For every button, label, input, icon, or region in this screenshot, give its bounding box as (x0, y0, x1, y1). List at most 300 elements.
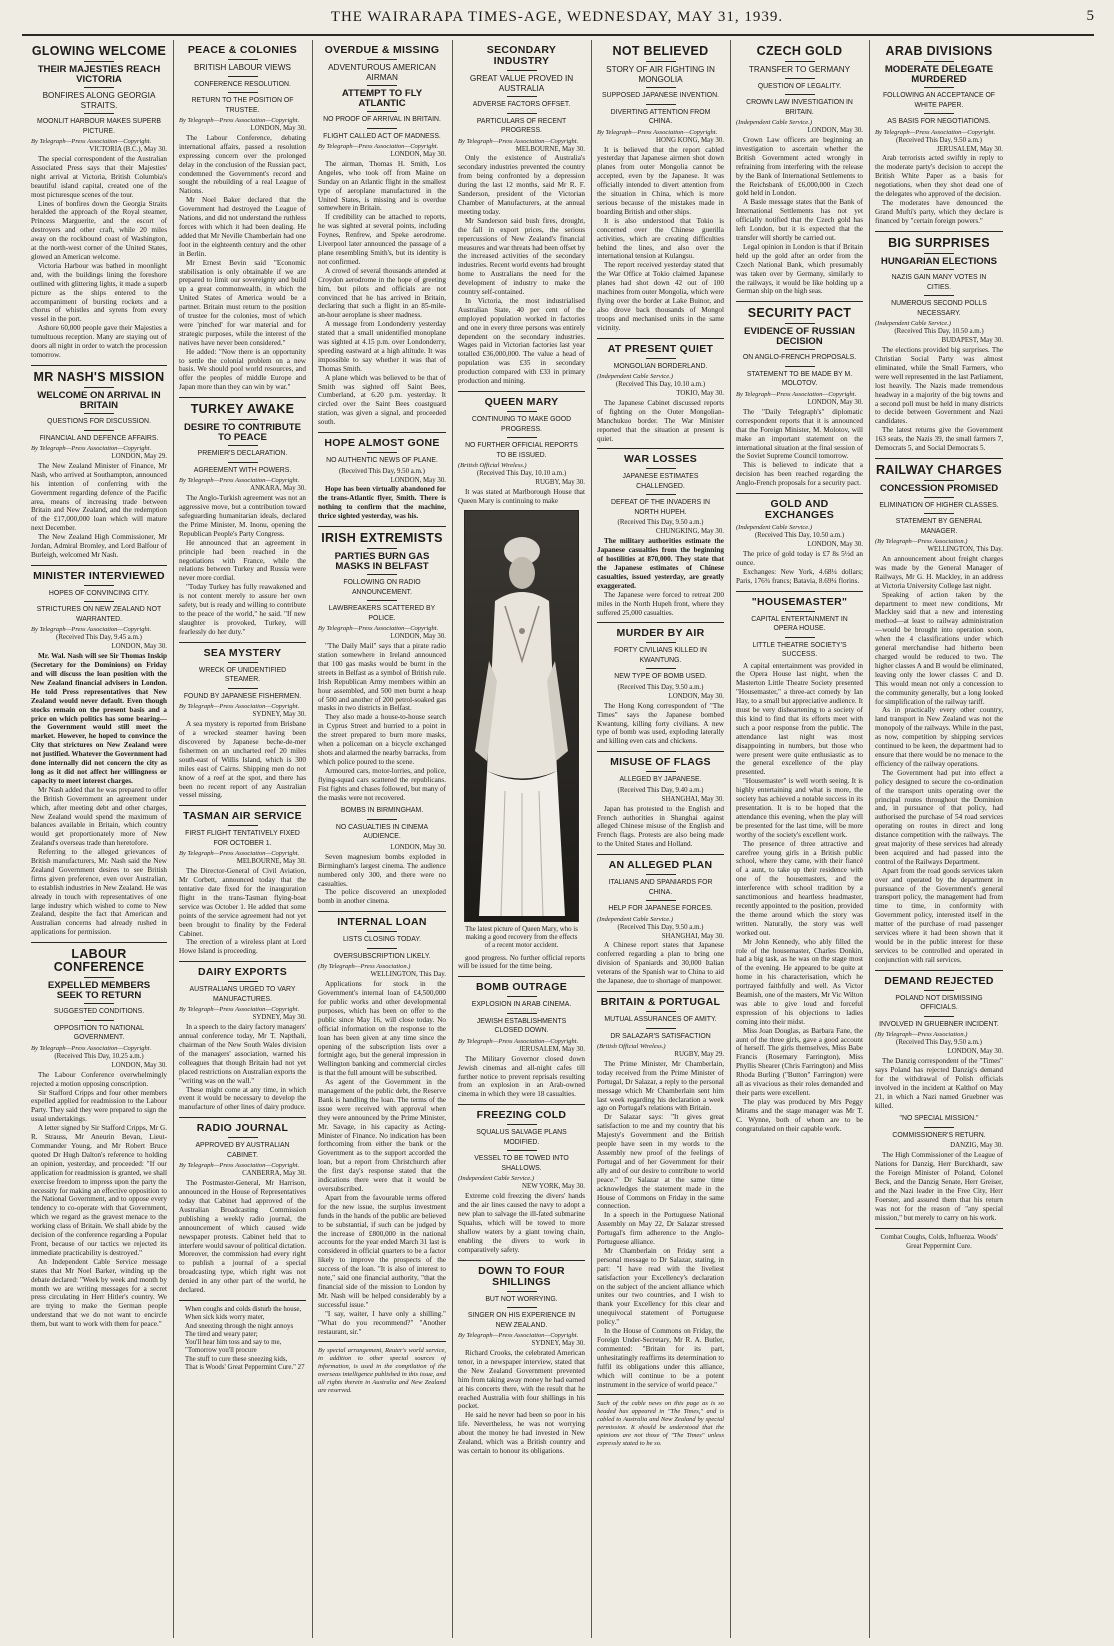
article-subhead: ADVENTUROUS AMERICAN AIRMAN (328, 63, 436, 82)
article-subhead: AS BASIS FOR NEGOTIATIONS. (887, 118, 991, 126)
article-headline: BIG SURPRISES (888, 235, 990, 250)
article-subhead: GREAT VALUE PROVED IN AUSTRALIA (469, 74, 574, 93)
paragraph: Applications for stock in the Government's internal loan of £4,500,000 for public works and other developmental purposes, which has been on offer to the public since May 16, will close today. No official information on the response to the loan has been given at any time since the opening of the subscription lists over a fortnight ago, but the general impression in Wellington banking and commercial circles is that the full amount will be subscribed. (318, 980, 446, 1078)
section-rule (318, 526, 446, 527)
article-headline: PEACE & COLONIES (187, 44, 298, 56)
article-britain-portugal (597, 997, 724, 1448)
article-dateline: HONG KONG, May 30. (656, 136, 724, 144)
divider (646, 874, 676, 875)
divider (507, 70, 537, 71)
article-byline: By Telegraph—Press Association—Copyright. (597, 128, 718, 136)
article-body (458, 1192, 585, 1254)
paragraph: The Military Governor closed down Jewish cinemas and all-night cafes till further notice to prevent reprisals resulting from an explosion in an Arab-owned cinema in which they were 18 casualties. (458, 1054, 585, 1099)
article-subhead: QUESTIONS FOR DISCUSSION. (47, 418, 151, 425)
paragraph: A crowd of several thousands attended at Croydon aerodrome in the hope of greeting him, but pilots and officials are not convinced that he has arrived in Britain, declaring that such a flight in an 85-mile-an-hour aeroplane is sheer madness. (318, 266, 446, 320)
divider (646, 494, 676, 495)
divider (785, 366, 815, 367)
paragraph: Ashore 60,000 people gave their Majesties a tumultuous reception. Many are staying out of doors all night in order to watch the procession tomorrow. (31, 324, 167, 359)
article-subhead: NO AUTHENTIC NEWS OF PLANE. (326, 457, 438, 465)
article-headline: RAILWAY CHARGES (875, 463, 1003, 477)
article-headline: BOMB OUTRAGE (475, 981, 568, 994)
article-body (318, 853, 446, 906)
article-body (736, 408, 863, 488)
advertisement-peppermint-cure: Combat Coughs, Colds, Influenza. Woods' Great Peppermint Cure. (880, 1233, 998, 1250)
paragraph: They also made a house-to-house search in Cyprus Street and hurried to a point in the street prepared to burn more masks, when a policeman on a bicycle exchanged shots and alarmed the nearby barracks, from which police poured to the scene. (318, 713, 446, 766)
section-rule (597, 1394, 724, 1395)
article-dateline: LONDON, May 30. (111, 1061, 167, 1069)
article-irish-extremists (318, 532, 446, 802)
article-dateline: MELBOURNE, May 30. (515, 145, 585, 153)
paragraph: Arab terrorists acted swiftly in reply to the moderate party's decision to accept the British White Paper as a basis for negotiations, when they shot dead one of the delegates who approved of the decision. (875, 154, 1003, 199)
copyright-note: By special arrangement, Reuter's world service, in addition to other special sources of information, is used in the compilation of the overseas intelligence published in this issue, and all rights therein in Australia and New Zealand are reserved. (318, 1347, 446, 1395)
divider (84, 113, 114, 114)
article-subhead: DIVERTING ATTENTION FROM CHINA. (610, 108, 711, 126)
article-subhead: LITTLE THEATRE SOCIETY'S SUCCESS. (752, 641, 847, 659)
article-headline: HOPE ALMOST GONE (324, 437, 440, 450)
article-subhead: ADVERSE FACTORS OFFSET. (472, 101, 571, 109)
paragraph: A capital entertainment was provided in the Opera House last night, when the Masterton Little Theatre Society presented "Housemaster," a three-act comedy by Ian Hay, to a small but appreciative audience. It must be very disheartening to a society of this kind to find that its efforts meet with such a poor response from the public. The attendance last night was most disappointing in numbers, but those who were present were quite enthusiastic as to the general excellence of the play presented. (736, 661, 863, 777)
article-body (31, 1071, 167, 1329)
article-bomb-outrage (458, 982, 585, 1099)
article-body (736, 550, 863, 586)
article-body (597, 146, 724, 333)
article-headline: AN ALLEGED PLAN (608, 859, 713, 872)
paragraph: Speaking of action taken by the department to meet new conditions, Mr Mackley said that a new and interesting method—at least to railway administration—would be brought into operation soon, when the 4 classifications under which general merchandise had hitherto been charged would be reduced to two. The higher classes A and B would be eliminated, leaving only the lower classes C and D. This would mean not only a concession to the community generally, but a long looked for simplification of the railway tariff. (875, 590, 1003, 706)
divider (924, 480, 954, 481)
article-body-continued (458, 954, 585, 972)
paragraph: The police discovered an unexploded bomb in another cinema. (318, 888, 446, 906)
divider (367, 948, 397, 949)
section-rule (318, 432, 446, 433)
divider (507, 113, 537, 114)
divider (228, 445, 258, 446)
divider (646, 358, 676, 359)
article-byline: (Independent Cable Service.) (597, 915, 673, 923)
divider (646, 668, 676, 669)
paragraph: The Postmaster-General, Mr Harrison, announced in the House of Representatives today that Cabinet had approved of the Australian Broadcasting Commission publishing a weekly radio journal, the announcement of which caused wide newspaper protests. Cabinet held that to interfere would savour of political dictation. Moreover, the commission had every right to publish a journal of a special broadcasting type, which right was not denied in any other part of the world, he declared. (179, 1179, 306, 1295)
article-subhead: TRANSFER TO GERMANY (748, 65, 851, 75)
article-dateline: CHUNGKING, May 30. (655, 528, 724, 536)
divider (924, 61, 954, 62)
divider (785, 637, 815, 638)
article-subhead: STATEMENT BY GENERAL MANAGER. (895, 518, 983, 535)
paragraph: He said he never had been so poor in his life. Nevertheless, he was not worrying about the money he had invested in New Zealand, which was a British country and was certain to honour its obligations. (458, 1411, 585, 1455)
article-subhead: NO CASUALTIES IN CINEMA AUDIENCE. (335, 823, 429, 841)
article-body (875, 555, 1003, 965)
article-sea-mystery (179, 648, 306, 801)
paragraph: A letter signed by Sir Stafford Cripps, Mr G. R. Strauss, Mr Aneurin Bevan, Lieut-Commander Young, and Mr Robert Bruce quoted Dr Hugh Dalton's reference to holding an opinion, yesterday, and proceeded: "If our application for readmission is granted, we shall exercise freedom to impress upon the party the necessity for making an effective opposition to the National Government, and to oppose every tendency to co-operate with that Government, which we regard as the gravest menace to the working class of Britain. We shall abide by the decision of the conference regarding a Popular Front, because of our tactics we rejected its immediate practicability is destroyed." (31, 1124, 167, 1257)
article-an-alleged-plan (597, 860, 724, 986)
article-headline: FREEZING COLD (476, 1109, 567, 1122)
article-subhead: SUPPOSED JAPANESE INVENTION. (601, 92, 720, 100)
paragraph: This is believed to indicate that a decision has been reached regarding the Anglo-French proposals for a security pact. (736, 461, 863, 488)
article-subhead: LAWBREAKERS SCATTERED BY POLICE. (328, 605, 436, 622)
article-subhead: EXPELLED MEMBERS SEEK TO RETURN (47, 980, 151, 1001)
paragraph: The stuff to cure these sneezing kids, (185, 1355, 288, 1363)
article-byline: By Telegraph—Press Association—Copyright. (318, 625, 439, 633)
article-headline: ARAB DIVISIONS (885, 44, 993, 58)
article-czech-gold (736, 45, 863, 296)
paragraph: It was stated at Marlborough House that Queen Mary is continuing to make (458, 487, 585, 505)
divider (507, 1013, 537, 1014)
article-headline: GOLD AND EXCHANGES (764, 498, 835, 522)
section-rule (31, 365, 167, 366)
divider (367, 931, 397, 932)
article-subhead: NO PROOF OF ARRIVAL IN BRITAIN. (323, 116, 441, 124)
section-rule (179, 805, 306, 806)
paragraph: Victoria Harbour was bathed in moonlight and, with the buildings lining the foreshore outlined with glittering lights, it made a superb picture as the ships entered to the accompaniment of bursting rockets and a chorus of whistles and syrens from every vessel in the port. (31, 261, 167, 324)
divider (84, 61, 114, 62)
article-subhead: BRITISH LABOUR VIEWS (194, 63, 291, 73)
article-headline: OVERDUE & MISSING (324, 44, 440, 56)
divider (367, 85, 397, 86)
advertisement-verse (179, 1306, 306, 1372)
article-received: (Received This Day, 9.40 a.m.) (617, 786, 704, 794)
paragraph: The airman, Thomas H. Smith, Los Angeles, who took off from Maine on Sunday on an Atlantic flight in the smallest type of aeroplane manufactured in the United States, is missing and is overdue somewhere in Britain. (318, 159, 446, 213)
article-headline: DEMAND REJECTED (884, 974, 994, 987)
paragraph: When coughs and colds disturb the house, (185, 1305, 302, 1313)
paragraph: The Japanese were forced to retreat 200 miles in the North Hupeh front, where they suffered 25,000 casualties. (597, 590, 724, 617)
paragraph: Mr Noel Baker declared that the Government had destroyed the League of Nations, and did not understand the ruthless forces with which it had been dealing. He added that Mr Neville Chamberlain had one foot in the eighteenth century and the other in Berlin. (179, 196, 306, 258)
paragraph: A plane which was believed to be that of Smith was sighted off Saint Bees, Cumberland, at 6.20 p.m. yesterday. It circled over the Saint Bees coastguard station, was given a signal, and proceeded south. (318, 373, 446, 427)
section-rule (458, 976, 585, 977)
divider (507, 1150, 537, 1151)
paragraph: The report received yesterday stated that the War Office at Tokio claimed Japanese planes had shot down 42 out of 100 machines from outer Mongolia, which were flying over the border at Lake Buinor, and also drove back thousands of Mongol troops and mechanised units in the same vicinity. (597, 261, 724, 332)
article-secondary-industry (458, 45, 585, 386)
article-subhead: FINANCIAL AND DEFENCE AFFAIRS. (39, 434, 159, 442)
article-body (597, 591, 724, 618)
article-dateline: JERUSALEM, May 30. (518, 1045, 585, 1053)
paragraph: The tired and weary pater; (185, 1330, 258, 1338)
divider (507, 1307, 537, 1308)
divider (228, 419, 258, 420)
article-dateline: LONDON, May 29. (111, 453, 167, 460)
article-headline: QUEEN MARY (484, 396, 559, 408)
article-headline: DAIRY EXPORTS (197, 966, 288, 979)
section-rule (875, 970, 1003, 971)
paragraph: The Labour Conference, debating international affairs, passed a resolution expressing concern over the prolonged delay in the conclusion of the Russian pact, condemned the Government's record and sought the rebuilding of a real League of Nations. (179, 133, 306, 196)
article-internal-loan (318, 917, 446, 1395)
paragraph: Extreme cold freezing the divers' hands and the air lines caused the navy to adopt a new plan to salvage the ill-fated submarine Squalus, which will be towed to more shallow waters by a giant towing chain, enabling the divers to work in comparatively safety. (458, 1192, 585, 1254)
article-murder-by-air (597, 628, 724, 746)
article-received: (Received This Day, 9.50 a.m.) (896, 1039, 982, 1047)
article-received: (Received This Day, 9.50 a.m.) (617, 683, 704, 691)
article-housemaster (736, 597, 863, 1134)
divider (367, 548, 397, 549)
article-byline: By Telegraph—Press Association—Copyright. (179, 117, 300, 125)
divider (646, 900, 676, 901)
divider (646, 771, 676, 772)
article-subhead: WELCOME ON ARRIVAL IN BRITAIN (37, 390, 161, 411)
article-subhead: EVIDENCE OF RUSSIAN DECISION (744, 326, 855, 347)
article-byline: (Independent Cable Service.) (736, 119, 812, 127)
divider (785, 349, 815, 350)
article-dateline: RUGBY, May 30. (535, 478, 585, 486)
paragraph: A Basle message states that the Bank of International Settlements has not yet officially notified that the Czech gold has left London, but it is expected that the transfer will shortly be carried out. (736, 198, 863, 242)
divider (228, 462, 258, 463)
paragraph: Mr Sanderson said bush fires, drought, the fall in export prices, the serious repercussions of New Zealand's financial measures and war threats had been offset by the increased activities of the secondary industries. Recent world events had brought home to Australians the need for the development of industry to make the country self-contained. (458, 216, 585, 297)
article-subhead: MODERATE DELEGATE MURDERED (884, 64, 994, 85)
article-subhead: AGREEMENT WITH POWERS. (193, 466, 292, 474)
divider (924, 497, 954, 498)
article-minister-interviewed (31, 571, 167, 937)
article-received: (Received This Day, 10.50 a.m.) (894, 328, 984, 336)
article-headline: SECONDARY INDUSTRY (486, 44, 557, 68)
paragraph: An announcement about freight charges was made by the General Manager of Railways, Mr G. H. Mackley, in an address at Victoria University College last night. (875, 555, 1003, 590)
paragraph: Apart from the favourable terms offered for the new issue, the surplus investment funds in the hands of the public are believed to be substantial, if such can be judged by the increase of £800,000 in the national accounts for the year ended March 31 last is considered in official quarters to be a factor likely to improve the prospects of the success of the loan. "It is also of interest to note," said one financial authority, "that the financial side of the mission to London by Mr. Nash will be helped considerably by a successful issue." (318, 1193, 446, 1309)
article-subhead: DR SALAZAR'S SATISFACTION (610, 1032, 711, 1040)
article-subhead: CONCESSION PROMISED (879, 483, 999, 495)
article-glowing-welcome (31, 45, 167, 360)
section-rule (318, 1341, 446, 1342)
paragraph: "The Daily Mail" says that a pirate radio station somewhere in Ireland announced that 100 gas masks would be burnt in the streets in Belfast as a symbol of British rule. Irish Republican Army members within an hour assembled, and 500 men burnt a heap of 500 and another of 200 petrol-soaked gas masks in two districts in Belfast. (318, 642, 446, 713)
divider (646, 1011, 676, 1012)
article-dateline: NEW YORK, May 30. (522, 1183, 585, 1191)
article-dateline: JERUSALEM, May 30. (936, 145, 1003, 153)
article-subhead: HELP FOR JAPANESE FORCES. (608, 905, 713, 913)
paragraph: You'll hear him toss and say to me, (185, 1339, 282, 1347)
queen-mary-photo (464, 510, 579, 922)
article-subhead: HOPES OF CONVINCING CITY. (48, 589, 150, 597)
article-dateline: LONDON, May 30. (668, 692, 724, 700)
paragraph: Exchanges: New York, 4.68¼ dollars; Paris, 176¾ francs; Batavia, 8.69¼ florins. (736, 567, 863, 585)
column-5 (597, 40, 724, 1640)
article-body (31, 155, 167, 360)
section-rule (179, 642, 306, 643)
paragraph: As agent of the Government in the management of the public debt, the Reserve Bank is handling the loan. The terms of the issue were received with approval when they were announced by the Prime Minister, Mr. Savage, in his capacity as Acting-Minister of Finance. No indication has been forthcoming from either the bank or the Government as to the support accorded the loan, but a report from Christchurch after the first day's response stated that the indications there were that it would be oversubscribed. (318, 1078, 446, 1194)
article-body (179, 1023, 306, 1112)
paragraph: These might come at any time, in which event it would be necessary to develop the manufacture of other lines of dairy produce. (179, 1085, 306, 1112)
divider (84, 430, 114, 431)
column-rule (730, 40, 731, 1638)
article-turkey-awake (179, 403, 306, 637)
paragraph: Richard Crooks, the celebrated American tenor, in a newspaper interview, stated that the New Zealand Government prevented him from taking away money he had earned at his concerts there, with the result that he reached Australia with four shillings in his pocket. (458, 1349, 585, 1411)
article-received: (Received This Day, 10.10 a.m.) (615, 381, 706, 389)
article-dateline: LONDON, May 30. (390, 633, 446, 641)
article-subhead: DESIRE TO CONTRIBUTE TO PEACE (183, 422, 302, 443)
article-subhead: SQUALUS SALVAGE PLANS MODIFIED. (476, 1129, 567, 1146)
article-headline: LABOUR CONFERENCE (53, 947, 145, 975)
article-byline: By Telegraph—Press Association—Copyright. (179, 850, 300, 858)
divider (367, 452, 397, 453)
article-byline: By Telegraph—Press Association—Copyright. (179, 1162, 300, 1170)
divider (367, 600, 397, 601)
divider (924, 295, 954, 296)
article-byline: By Telegraph—Press Association—Copyright. (31, 445, 152, 452)
article-headline: RADIO JOURNAL (196, 1122, 289, 1135)
article-body-bold (597, 537, 724, 590)
paragraph: The special correspondent of the Australian Associated Press says that their Majesties' night arrival at Victoria, British Columbia's beautiful island capital, created one of the most picturesque scenes of the tour. (31, 155, 167, 199)
article-body (318, 642, 446, 802)
divider (924, 269, 954, 270)
article-byline: (British Official Wireless.) (597, 1043, 666, 1050)
article-body (458, 1349, 585, 1456)
article-subhead: ELIMINATION OF HIGHER CLASSES. (879, 501, 999, 509)
paragraph: The elections provided big surprises. The Christian Social Party was almost eliminated, while the Small Farmers, who were well represented in the last Parliament, lost heavily. The Nazis made tremendous headway in a majority of the big towns and a second poll must be held in many districts to decide between Government and Nazi candidates. (875, 346, 1003, 426)
article-received: (Received This Day, 9.50 a.m.) (339, 467, 425, 475)
paragraph: The Prime Minister, Mr Chamberlain, today received from the Prime Minister of Portugal, Dr Salazar, a reply to the personal message which Mr Chamberlain sent him last week regarding his declaration a week ago on Portugal's relations with Britain. (597, 1059, 724, 1113)
divider (785, 323, 815, 324)
paragraph: It is also understood that Tokio is concerned over the Chinese guerilla activities, which are creating difficulties behind the lines, and also over the international tension at Kulangsu. (597, 216, 724, 261)
copyright-note: Such of the cable news on this page as is so headed has appeared in "The Times," and is cabled to Australia and New Zealand by special permission. It should be understood that the opinions are not those of "The Times" unless expressly stated to be so. (597, 1400, 724, 1448)
paragraph: Mr. Wal. Nash will see Sir Thomas Inskip (Secretary for the Dominions) on Friday and will discuss the loan position with the New Zealand financial advisers in London. He told Press representatives that New Zealand would never default. Even though stocks remain on the present basis and a price on which politics has some bearing—the Government would still meet the market. However, he hoped to convince the City that strictures on New Zealand were not justified. Whatever the Government had done internally did not concern the city as long as it did not affect her willingness or capacity to meet interest charges. (31, 652, 167, 785)
article-dateline: SHANGHAI, May 30. (661, 795, 724, 803)
article-arab-divisions (875, 45, 1003, 226)
article-subhead: EXPLOSION IN ARAB CINEMA. (471, 1001, 572, 1009)
divider (228, 92, 258, 93)
article-received: (Received This Day, 9.50 a.m.) (617, 519, 704, 527)
divider (924, 513, 954, 514)
paragraph: The moderates have denounced the Grand Mufti's party, which they declare is financed by "certain foreign powers." (875, 198, 1003, 225)
column-rule (312, 40, 313, 1638)
article-body (458, 154, 585, 386)
paragraph: Crown Law officers are beginning an investigation to ascertain whether the British Government acted wrongly in refraining from interfering with the release by the Bank of International Settlements to the Reichsbank of £6,000,000 in Czech gold held in London. (736, 136, 863, 198)
article-subhead: NEW TYPE OF BOMB USED. (614, 673, 707, 681)
article-byline: By Telegraph—Press Association—Copyright. (875, 128, 996, 136)
section-rule (458, 1104, 585, 1105)
article-body (179, 494, 306, 637)
article-subhead: RETURN TO THE POSITION OF TRUSTEE. (191, 97, 294, 114)
divider (84, 601, 114, 602)
article-byline: (By Telegraph—Press Association.) (875, 538, 968, 546)
paragraph: If credibility can be attached to reports, he was sighted at several points, including Foynes, Renfrew, and Speke aerodrome. Liverpool later announced the passage of a plane resembling Smith's, but its identity is not confirmed. (318, 213, 446, 266)
divider (507, 996, 537, 997)
article-demand-rejected (875, 976, 1003, 1111)
article-body (875, 154, 1003, 225)
divider (924, 113, 954, 114)
page-number: 5 (1086, 8, 1094, 24)
divider (228, 76, 258, 77)
paragraph: In the House of Commons on Friday, the Foreign Under-Secretary, Mr R. A. Butler, commented: "Britain for its part, unhesitatingly reaffirms its determination to fulfil its obligations under this alliance, which will continue to be a potent instrument in the service of world peace." (597, 1327, 724, 1389)
article-subhead: FOLLOWING ON RADIO ANNOUNCEMENT. (343, 579, 421, 596)
paragraph: A Chinese report states that Japanese conferred regarding a plan to bring one division of Spaniards and 30,000 Italian veterans of the Spanish war to China to aid the Japanese, due to shortage of manpower. (597, 941, 724, 986)
masthead-rule (22, 34, 1094, 36)
article-not-believed (597, 45, 724, 333)
article-railway-charges (875, 464, 1003, 965)
divider (924, 1016, 954, 1017)
divider (924, 1127, 954, 1128)
article-byline: By Telegraph—Press Association—Copyright. (31, 138, 152, 146)
article-headline: INTERNAL LOAN (337, 916, 427, 929)
article-subhead: APPROVED BY AUSTRALIAN CABINET. (195, 1142, 290, 1159)
divider (646, 104, 676, 105)
section-rule (875, 458, 1003, 459)
article-subhead: CROWN LAW INVESTIGATION IN BRITAIN. (746, 99, 853, 116)
divider (507, 96, 537, 97)
article-dateline: BUDAPEST, May 30. (941, 337, 1003, 345)
article-dateline: ANKARA, May 30. (250, 485, 306, 493)
paragraph: Referring to the alleged grievances of British manufacturers, Mr. Nash said the New Zealand Government desires to see British firms given preference, even over Australian, to establish industries in New Zealand. He was already in touch with representatives of one large industry which wished to come to New Zealand, despite the fact that American and Australian concerns had already rushed in applications for permission. (31, 848, 167, 937)
article-dateline: LONDON, May 30. (390, 843, 446, 851)
article-byline: (Independent Cable Service.) (597, 373, 673, 381)
article-body (458, 488, 585, 506)
article-byline: By Telegraph—Press Association—Copyright. (458, 1037, 579, 1045)
article-body (31, 462, 167, 560)
divider (785, 78, 815, 79)
article-subhead: VESSEL TO BE TOWED INTO SHALLOWS. (474, 1155, 569, 1172)
article-subhead: INVOLVED IN GRUEBNER INCIDENT. (879, 1020, 999, 1028)
article-radio-journal (179, 1123, 306, 1295)
article-subhead: COMMISSIONER'S RETURN. (892, 1131, 986, 1139)
section-rule (597, 854, 724, 855)
article-subhead: ALLEGED BY JAPANESE. (619, 776, 702, 784)
paragraph: The Government had put into effect a policy designed to secure the co-ordination of the transport units operating over the principal routes throughout the Dominion and, in pursuance of that policy, had authorised the purchase of 54 road services operating on routes in direct and long distance competition with the railways. The great majority of these services had already been acquired and had passed into the control of the Railways Department. (875, 768, 1003, 866)
paragraph: Dr Salazar says: "It gives great satisfaction to me and my country that his Majesty's Government and the British people have seen in my words to the Assembly new proof of the feelings of Portugal and of her Government for their ally and of our desire to contribute to world peace." Dr Salazar at the same time acknowledges the statement made in the House of Commons on Friday in the same connection. (597, 1113, 724, 1211)
article-headline: DOWN TO FOUR SHILLINGS (478, 1264, 565, 1288)
photo-caption: The latest picture of Queen Mary, who is making a good recovery from the effects of a recent motor accident. (465, 925, 578, 950)
article-body (179, 867, 306, 956)
divider (367, 819, 397, 820)
divider (228, 662, 258, 663)
article-byline: By Telegraph—Press Association—Copyright. (179, 703, 300, 711)
article-subhead: OVERSUBSCRIPTION LIKELY. (333, 952, 431, 960)
paragraph: The Hong Kong correspondent of "The Times" says the Japanese bombed Kwantung, killing forty civilians. A new type of bomb was used, exploding laterally and killing even cats and chickens. (597, 701, 724, 746)
article-body (318, 160, 446, 427)
divider (228, 59, 258, 60)
article-subhead: MUTUAL ASSURANCES OF AMITY. (604, 1016, 717, 1023)
paragraph: good progress. No further official reports will be issued for the time being. (458, 953, 585, 971)
paragraph: "I say, waiter, I have only a shilling." "What do you recommend?" "Another restaurant, sir." (318, 1309, 446, 1336)
article-dateline: LONDON, May 30. (807, 127, 863, 135)
article-byline: By Telegraph—Press Association—Copyright. (31, 626, 152, 634)
article-subhead: PREMIER'S DECLARATION. (197, 450, 288, 458)
article-subhead: PARTICULARS OF RECENT PROGRESS. (476, 117, 567, 135)
paragraph: Apart from the road goods services taken over and operated by the department in pursuance of the Government's general transport policy, the management had from time to time, in conformity with Government policy, interested itself in the matter of the purchase of road passenger services where it had been shown that it would be in the public interest for these services to be controlled and operated in conjunction with rail services. (875, 866, 1003, 964)
section-rule (597, 338, 724, 339)
article-subhead: AUSTRALIANS URGED TO VARY MANUFACTURES. (189, 986, 296, 1003)
paragraph: In a speech in the Portuguese National Assembly on May 22, Dr Salazar stressed Portugal's firm adherence to the Anglo-Portuguese alliance. (597, 1211, 724, 1247)
article-subhead: THEIR MAJESTIES REACH VICTORIA (37, 64, 161, 85)
section-rule (736, 591, 863, 592)
article-mr-nashs-mission (31, 371, 167, 560)
paragraph: The New Zealand Minister of Finance, Mr Nash, who arrived at Southampton, announced his intention of conferring with the Government regarding defence of the Pacific area, means of increasing trade between Britain and New Zealand, and the redemption of the £17,000,000 loan which will mature next December. (31, 461, 167, 533)
article-dateline: LONDON, May 30. (111, 643, 167, 651)
article-subhead: BUT NOT WORRYING. (485, 1295, 558, 1303)
article-body (875, 1151, 1003, 1222)
paragraph: The military authorities estimate the Japanese casualties from the beginning of hostilities at 870,000. They state that the Japanese estimates of Chinese casualties, issued yesterday, are greatly exaggerated. (597, 537, 724, 590)
divider (84, 585, 114, 586)
article-body (597, 941, 724, 986)
section-rule (179, 961, 306, 962)
article-headline: NOT BELIEVED (612, 44, 709, 58)
article-dateline: LONDON, May 30. (947, 1048, 1003, 1056)
section-rule (458, 391, 585, 392)
paragraph: A sea mystery is reported from Brisbane of a wrecked steamer having been discovered by Japanese beche-de-mer fishermen on an uncharted reef 20 miles south-east of Willis Island, which is 300 miles east of Cairns. Shipping men do not know of a reef at the spot, and there has been no recent report of any Australian vessel missing. (179, 720, 306, 800)
article-dateline: RUGBY, May 29. (674, 1051, 724, 1058)
paragraph: "Today Turkey has fully reawakened and is not content merely to assure her own safety, but is ready and willing to contribute to the peace of the world," he said. "If new slaughter is provoked, Turkey, will fearlessly do her duty." (179, 583, 306, 636)
article-subhead: ATTEMPT TO FLY ATLANTIC (341, 88, 423, 109)
section-rule (318, 911, 446, 912)
article-headline: MURDER BY AIR (616, 627, 705, 640)
article-headline: CZECH GOLD (756, 44, 843, 58)
article-body-bold (31, 652, 167, 786)
article-headline: TURKEY AWAKE (190, 402, 295, 417)
paragraph: "Tomorrow you'll procure (185, 1347, 257, 1355)
article-subhead: CAPITAL ENTERTAINMENT IN OPERA HOUSE. (751, 615, 848, 633)
paragraph: The Director-General of Civil Aviation, Mr Corbett, announced today that the tentative date fixed for the inauguration flight in the trans-Tasman flying-boat service was October 1. He added that some points of the service agreement had not yet been brought to finality by the Federal Cabinet. (179, 867, 306, 938)
paragraph: Only the existence of Australia's secondary industries prevented the country from being confronted by a depression during the last 12 months, said Mr R. F. Sanderson, president of the Victorian Chamber of Manufacturers, at the annual meeting today. (458, 154, 585, 216)
article-headline: TASMAN AIR SERVICE (183, 810, 302, 823)
paragraph: The "Daily Telegraph's" diplomatic correspondent reports that it is announced that the Foreign Minister, M. Molotov, will make an important statement on the international situation at the final session of the Soviet Supreme Council tomorrow. (736, 407, 863, 461)
article-byline: (By Telegraph—Press Association.) (318, 963, 411, 971)
divider (924, 87, 954, 88)
article-headline: BRITAIN & PORTUGAL (600, 995, 721, 1008)
paragraph: The play was produced by Mrs Peggy Mirams and the stage manager was Mr T. C. Wynne, both of whom are to be congratulated on their capable work. (736, 1097, 863, 1133)
masthead (0, 0, 1114, 36)
divider (646, 642, 676, 643)
section-rule (597, 622, 724, 623)
article-subhead: ON ANGLO-FRENCH PROPOSALS. (742, 354, 857, 362)
